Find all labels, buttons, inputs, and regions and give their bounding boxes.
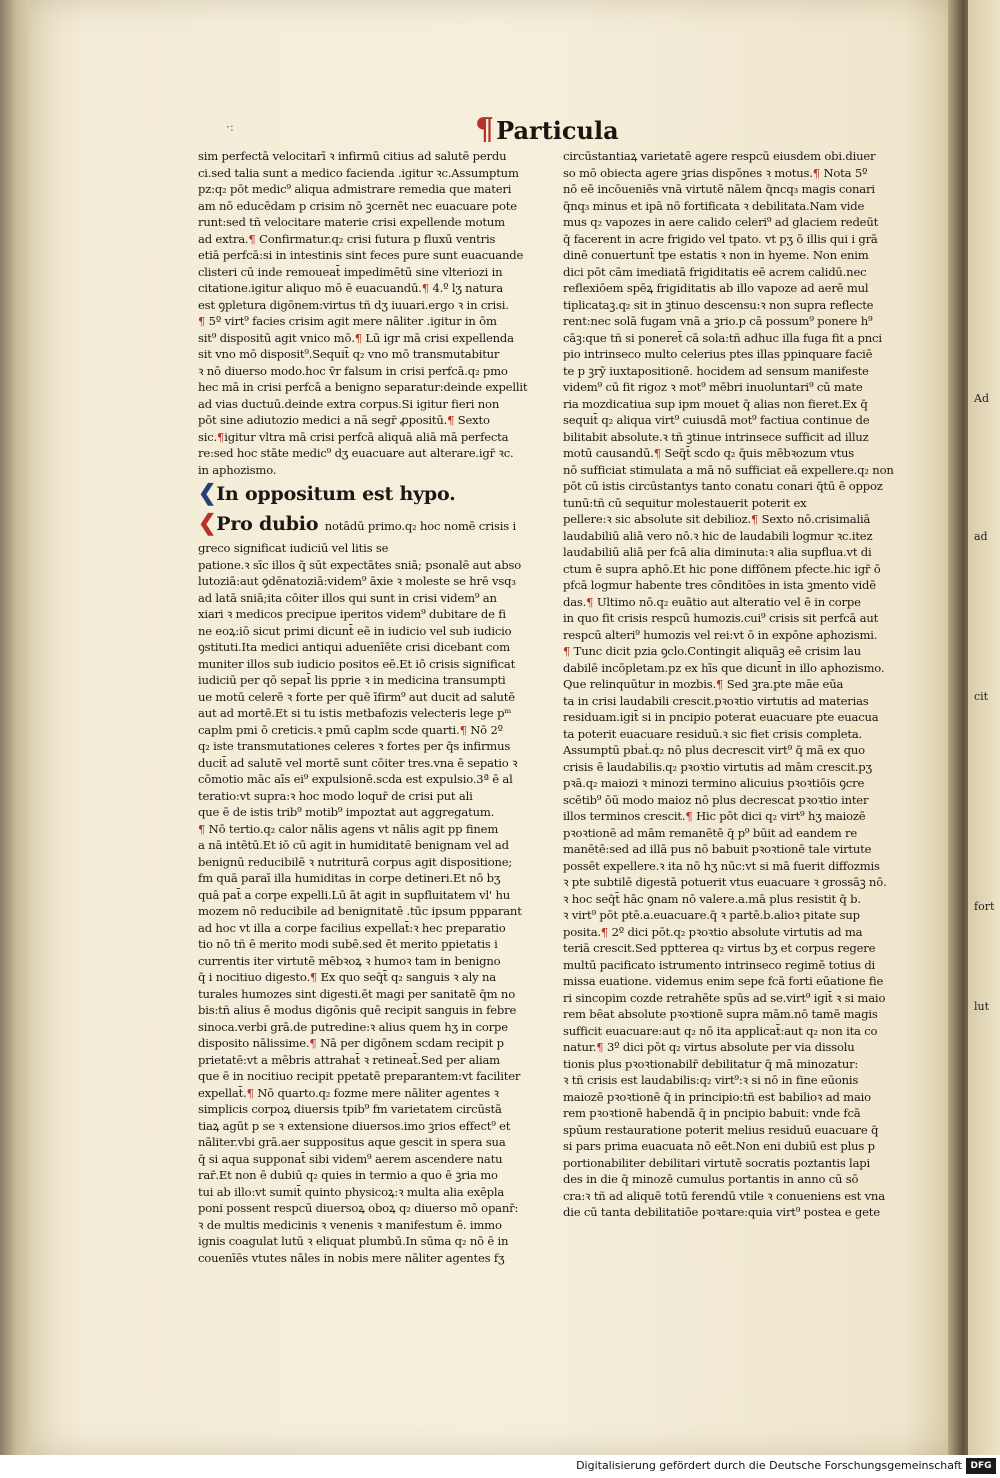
text-line: citatione.igitur aliquo mō ē euacuandū.¶ 4.º lʒ natura xyxy=(198,281,503,295)
text-line: ne eoꝝ:iō sicut primi dicunt̄ eē in iudicio vel sub iudicio xyxy=(198,623,512,638)
text-line: ignis coagulat lutū ꝛ eliquat plumbū.In sūma q₂ nō ē in xyxy=(198,1234,509,1248)
text-line: rem pꝛoꝛtionē habendā q̄ in pncipio babuit: vnde fcā xyxy=(563,1106,861,1120)
text-line: currentis iter virtutē mēbꝛoꝝ ꝛ humoꝛ tam in benigno xyxy=(198,953,501,968)
text-line: muniter illos sub iudicio positos eē.Et iō crisis significat xyxy=(198,656,516,671)
right-column xyxy=(563,148,915,1221)
heading-continuation: notādū primo.q₂ hoc nomē crisis i xyxy=(324,519,516,533)
text-line: pꝛā.q₂ maiozi ꝛ minozi termino alicuius pꝛoꝛtiōis ꝯcre xyxy=(563,776,865,790)
text-line: rem bēat absolute pꝛoꝛtionē supra mām.nō tamē magis xyxy=(563,1007,878,1021)
text-line: pꝛoꝛtionē ad mām remanētē q̄ p⁹ būit ad eandem re xyxy=(563,825,858,840)
text-line: nāliter.vbi grā.aer suppositus aque gescit in spera sua xyxy=(198,1135,506,1149)
text-line: ta poterit euacuare residuū.ꝛ sic fiet crisis completa. xyxy=(563,726,863,741)
text-line: tui ab illo:vt sumit̄ quinto physicoꝝ:ꝛ multa alia exēpla xyxy=(198,1184,505,1199)
text-line: am nō educēdam p crisim nō ꝫcernēt nec euacuare pote xyxy=(198,198,517,213)
text-line: cōmotio māc aīs ei⁹ expulsionē.scda est expulsio.3ª ē al xyxy=(198,772,513,786)
text-line: in quo fit crisis respcū humozis.cui⁹ crisis sit perfcā aut xyxy=(563,611,879,625)
text-line: ducit̄ ad salutē vel mortē sunt cōiter tres.vna ē sepatio ꝛ xyxy=(198,755,518,770)
section-heading-oppositum xyxy=(198,480,550,506)
folio-mark: ·: xyxy=(226,120,234,134)
text-line: sic.¶igitur vltra mā crisi perfcā aliquā aliā mā perfecta xyxy=(198,429,509,444)
text-line: tiaꝝ agūt p se ꝛ extensione diuersos.imo ꝫrios effect⁹ et xyxy=(198,1118,511,1133)
digitization-credit: Digitalisierung gefördert durch die Deutsche Forschungsgemeinschaft xyxy=(576,1459,962,1472)
text-line: mozem nō reducibile ad benignitatē .tūc ipsum ppparant xyxy=(198,904,522,918)
next-page-fragment: Ad xyxy=(974,392,989,405)
text-line: teriā crescit.Sed pptterea q₂ virtus bʒ et corpus regere xyxy=(563,941,876,955)
text-line: si pars prima euacuata nō eēt.Non eni dubiū est plus p xyxy=(563,1139,875,1153)
text-line: clisteri cū inde remoueat̄ impedimētū sine vlteriozi in xyxy=(198,264,503,279)
text-line: q̄ facerent in acre frigido vel tpato. vt pʒ ō illis qui i grā xyxy=(563,231,878,246)
text-line: benignū reducibilē ꝛ nutriturā corpus agit dispositione; xyxy=(198,854,513,869)
text-line: aut ad mortē.Et si tu istis metbafozis velecteris lege pᵐ xyxy=(198,706,512,720)
text-line: ꝛ de multis medicinis ꝛ venenis ꝛ manifestum ē. immo xyxy=(198,1217,502,1232)
text-line: laudabiliū aliā vero nō.ꝛ hic de laudabili logmur ꝛc.itez xyxy=(563,528,873,543)
text-line: reflexiōem spēꝝ frigiditatis ab illo vapoze ad aerē mul xyxy=(563,281,869,295)
text-line: ria mozdicatiua sup ipm mouet q̄ alias non fieret.Ex q̄ xyxy=(563,396,868,411)
next-page-fragment: fort xyxy=(974,900,995,913)
text-line: q̄ si aqua supponat̄ sibi videm⁹ aerem ascendere natu xyxy=(198,1151,503,1166)
text-line: pōt sine adiutozio medici a nā segr̄ ꝓpositū.¶ Sexto xyxy=(198,413,490,427)
text-line: in aphozismo. xyxy=(198,462,277,477)
text-line: q̄ i nocitiuo digesto.¶ Ex quo seq̄t̄ q₂ sanguis ꝛ aly na xyxy=(198,970,496,984)
text-line: pfcā logmur habente tres cōnditōes in ista ꝫmento vidē xyxy=(563,578,876,592)
text-line: missa euatione. videmus enim sepe fcā forti eūatione fie xyxy=(563,974,884,988)
text-line: ꝯstituti.Ita medici antiqui aduenīēte crisi dicebant com xyxy=(198,640,510,654)
text-line: caplm pmi ō creticis.ꝛ pmū caplm scde quarti.¶ Nō 2º xyxy=(198,722,503,737)
text-line: tunū:tñ cū sequitur molestauerit poterit ex xyxy=(563,495,807,510)
text-line: sit vno mō disposit⁹.Sequit̄ q₂ vno mō transmutabitur xyxy=(198,347,500,361)
text-line: ¶ Nō tertio.q₂ calor nālis agens vt nālis agit pp finem xyxy=(198,821,499,836)
text-line: tio nō tñ ē merito modi subē.sed ēt merito ppietatis i xyxy=(198,937,498,951)
text-line: que ē de istis trib⁹ motib⁹ impoztat aut aggregatum. xyxy=(198,805,495,819)
text-line: ¶ Tunc dicit pzia ꝯclo.Contingit aliquāꝫ eē crisim lau xyxy=(563,644,862,658)
text-line: so mō obiecta agere ꝫrias dispōnes ꝛ motus.¶ Nota 5º xyxy=(563,165,868,180)
text-line: motū causandū.¶ Seq̄t̄ scdo q₂ q̄uis mēbꝛozum vtus xyxy=(563,446,854,460)
text-line: tiplicataꝫ.q₂ sit in ꝫtinuo descensu:ꝛ non supra reflecte xyxy=(563,297,874,312)
text-line: ue motū celerē ꝛ forte per quē īfirm⁹ aut ducit ad salutē xyxy=(198,689,515,704)
text-line: pōt cū istis circūstantys tanto conatu conari q̄tū ē oppoz xyxy=(563,479,883,493)
heading-text: Pro dubio xyxy=(216,513,319,535)
text-line: turales humozes sint digesti.ēt magi per sanitatē q̄m no xyxy=(198,986,515,1001)
text-line: sim perfectā velocitarī ꝛ infirmū citius ad salutē perdu xyxy=(198,149,507,163)
next-page-edge xyxy=(968,0,1000,1455)
text-line: expellat̄.¶ Nō quarto.q₂ fozme mere nāliter agentes ꝛ xyxy=(198,1085,499,1100)
text-line: te p ꝫrȳ iuxtapositionē. hocidem ad sensum manifeste xyxy=(563,363,869,378)
text-line: bilitabit absolute.ꝛ tñ ꝫtinue intrinsece sufficit ad illuz xyxy=(563,429,869,444)
text-line: ad vias ductuū.deinde extra corpus.Si igitur fieri non xyxy=(198,396,500,411)
left-column-bottom-text xyxy=(198,540,550,1266)
text-line: couenīēs vtutes nāles in nobis mere nāliter agentes fʒ xyxy=(198,1250,505,1265)
text-line: lutoziā:aut ꝯdēnatoziā:videm⁹ āxie ꝛ moleste se hrē vsq₃ xyxy=(198,574,516,588)
text-line: quā pat̄ a corpe expelli.Lū āt agit in supfluitatem vl' hu xyxy=(198,887,511,902)
text-line: ad hoc vt illa a corpe facilius expellat̄:ꝛ hec preparatio xyxy=(198,920,506,935)
text-line: posita.¶ 2º dici pōt.q₂ pꝛoꝛtio absolute virtutis ad ma xyxy=(563,924,863,939)
running-head xyxy=(475,112,619,147)
text-line: pio intrinseco multo celerius ptes illas ppinquare faciē xyxy=(563,347,873,361)
section-heading-dubio xyxy=(198,510,550,536)
text-line: ¶ 5º virt⁹ facies crisim agit mere nāliter .igitur in ōm xyxy=(198,314,497,328)
text-line: illos terminos crescit.¶ Hic pōt dici q₂ virt⁹ hʒ maiozē xyxy=(563,809,866,823)
text-line: etiā perfcā:si in intestinis sint feces pure sunt euacuande xyxy=(198,248,524,262)
text-line: ad latā sniā;ita cōiter illos qui sunt in crisi videm⁹ an xyxy=(198,590,497,605)
text-line: teratio:vt supra:ꝛ hoc modo loqur̄ de crisi put ali xyxy=(198,788,473,803)
text-line: iudiciū per qō sepat̄ lis pprie ꝛ in medicina transumpti xyxy=(198,673,506,687)
text-line: ta in crisi laudabili crescit.pꝛoꝛtio virtutis ad materias xyxy=(563,693,869,708)
heading-initial-red: ❮ xyxy=(198,510,217,536)
text-line: runt:sed tñ velocitare materie crisi expellende motum xyxy=(198,215,505,229)
next-page-fragment: ad xyxy=(974,530,988,543)
text-line: videm⁹ cū fit rigoz ꝛ mot⁹ mēbri inuoluntari⁹ cū mate xyxy=(563,380,863,394)
pilcrow-mark: ¶ xyxy=(475,112,495,147)
text-line: respcū alteri⁹ humozis vel rei:vt ō in expōne aphozismi. xyxy=(563,627,878,642)
text-line: ri sincopim cozde retrahēte spūs ad se.virt⁹ igit̄ ꝛ si maio xyxy=(563,990,886,1005)
text-line: cāꝫ:que tñ si poneret̄ cā sola:tñ adhuc illa fuga fit a pnci xyxy=(563,330,882,345)
text-line: residuam.igit̄ si in pncipio poterat euacuare pte euacua xyxy=(563,710,879,724)
text-line: Assumptū pbaṫ.q₂ nō plus decrescit virt⁹ q̄ mā ex quo xyxy=(563,743,865,757)
text-line: bis:tñ alius ē modus digōnis quē recipit sanguis in febre xyxy=(198,1003,517,1017)
text-line: que ē in nocitiuo recipit ppetatē preparantem:vt faciliter xyxy=(198,1069,521,1083)
text-line: die cū tanta debilitatiōe poꝛtare:quia virt⁹ postea e gete xyxy=(563,1205,880,1219)
text-line: rent:nec solā fugam vnā a ꝫrio.p cā possum⁹ ponere h⁹ xyxy=(563,314,873,328)
text-line: crisis ē laudabilis.q₂ pꝛoꝛtio virtutis ad mām crescit.pʒ xyxy=(563,759,872,774)
text-line: des in die q̄ minozē cumulus portantis in anno cū sō xyxy=(563,1172,859,1186)
text-line: scētib⁹ ōū modo maioz nō plus decrescat pꝛoꝛtio inter xyxy=(563,792,869,807)
text-line: mus q₂ vapozes in aere calido celeri⁹ ad glaciem redeūt xyxy=(563,215,879,229)
text-line: a nā intētū.Et iō cū agit in humiditatē benignam vel ad xyxy=(198,838,509,852)
text-line: ꝛ hoc seq̄t̄ hāc ꝯnam nō valere.a.mā plus resistit q̄ b. xyxy=(563,891,861,906)
running-head-text: Particula xyxy=(496,116,619,145)
dfg-logo: DFG xyxy=(966,1458,996,1474)
text-line: Que relinquūtur in mozbis.¶ Sed ꝫra.pte māe eūa xyxy=(563,677,844,691)
text-line: greco significat iudiciū vel litis se xyxy=(198,541,389,555)
left-column xyxy=(198,148,550,1266)
text-line: poni possent respcū diuersoꝝ oboꝝ q₂ diuerso mō opanr̄: xyxy=(198,1201,519,1215)
text-line: dabilē incōpletam.pz ex hīs que dicunt̄ in illo aphozismo. xyxy=(563,660,885,675)
text-line: laudabiliū aliā per fcā alia diminuta:ꝛ alia supflua.vt di xyxy=(563,545,872,559)
heading-text: In oppositum est hypo. xyxy=(216,483,456,505)
text-line: das.¶ Ultimo nō.q₂ euātio aut alteratio vel ē in corpe xyxy=(563,594,861,609)
text-line: manētē:sed ad illā pus nō babuit pꝛoꝛtionē tale virtute xyxy=(563,842,872,856)
text-line: re:sed hoc stāte medic⁹ dʒ euacuare aut alterare.igr̄ ꝛc. xyxy=(198,446,514,460)
text-line: ꝛ virt⁹ pōt ptē.a.euacuare.q̄ ꝛ partē.b.alioꝛ pitate sup xyxy=(563,908,860,922)
text-line: sinoca.verbi grā.de putredine:ꝛ alius quem hʒ in corpe xyxy=(198,1019,508,1034)
text-line: dinē conuertunt̄ tpe estatis ꝛ non in hyeme. Non enim xyxy=(563,248,869,262)
text-line: q₂ iste transmutationes celeres ꝛ fortes per q̄s infirmus xyxy=(198,739,511,753)
next-page-fragment: cit xyxy=(974,690,989,703)
text-line: hec mā in crisi perfcā a benigno separatur:deinde expellit xyxy=(198,380,528,394)
text-line: prietatē:vt a mēbris attrahat̄ ꝛ retineat̄.Sed per aliam xyxy=(198,1052,500,1067)
text-line: pz:q₂ pōt medic⁹ aliqua admistrare remedia que materi xyxy=(198,182,512,196)
text-line: dici pōt cām imediatā frigiditatis eē acrem calidū.nec xyxy=(563,264,867,279)
heading-initial-blue: ❮ xyxy=(198,480,217,506)
text-line: tionis plus pꝛoꝛtionabilr̄ debilitatur q̄ mā minozatur: xyxy=(563,1056,859,1071)
text-line: est ꝯpletura digōnem:virtus tñ dʒ iuuari.ergo ꝛ in crisi. xyxy=(198,297,509,312)
text-line: maiozē pꝛoꝛtionē q̄ in principio:tñ est babilioꝛ ad maio xyxy=(563,1089,871,1104)
text-line: nō sufficiat stimulata a mā nō sufficiat eā expellere.q₂ non xyxy=(563,462,894,477)
text-line: xiari ꝛ medicos precipue iperitos videm⁹ dubitare de fi xyxy=(198,607,506,621)
text-line: sit⁹ dispositū agit vnico mō.¶ Lū igr mā crisi expellenda xyxy=(198,330,514,345)
text-line: ꝛ tñ crisis est laudabilis:q₂ virt⁹:ꝛ si nō in fine eūonis xyxy=(563,1073,859,1087)
text-line: ctum ē supra aphō.Et hic pone diffōnem pfecte.hic igr̄ ō xyxy=(563,561,881,576)
text-line: pellere:ꝛ sic absolute sit debilioz.¶ Sexto nō.crisimaliā xyxy=(563,512,871,526)
text-line: ci.sed talia sunt a medico facienda .igitur ꝛc.Assumptum xyxy=(198,165,519,180)
text-line: patione.ꝛ sīc illos q̄ sūt expectātes sniā; psonalē aut abso xyxy=(198,557,522,572)
text-line: spūum restauratione poterit melius residuū euacuare q̄ xyxy=(563,1122,879,1137)
text-line: natur.¶ 3º dici pōt q₂ virtus absolute per via dissolu xyxy=(563,1040,855,1054)
text-line: cra:ꝛ tñ ad aliquē totū ferendū vtile ꝛ conueniens est vna xyxy=(563,1188,885,1203)
next-page-fragment: lut xyxy=(974,1000,990,1013)
text-line: ꝛ pte subtilē digestā potuerit vtus euacuare ꝛ grossāꝫ nō. xyxy=(563,875,887,889)
text-line: ad extra.¶ Confirmatur.q₂ crisi futura p fluxū ventris xyxy=(198,231,496,246)
left-column-top-text xyxy=(198,148,550,478)
text-line: possēt expellere.ꝛ ita nō hʒ nūc:vt si mā fuerit diffozmis xyxy=(563,858,880,873)
text-line: circūstantiaꝝ varietatē agere respcū eiusdem obi.diuer xyxy=(563,149,876,163)
text-line: sequit̄ q₂ aliqua virt⁹ cuiusdā mot⁹ factiua continue de xyxy=(563,413,870,427)
text-line: rar̄.Et non ē dubiū q₂ quies in termio a quo ē ꝫria mo xyxy=(198,1168,498,1182)
text-line: portionabiliter debilitari virtutē socratis poztantis lapi xyxy=(563,1155,871,1170)
text-line: nō eē incōueniēs vnā virtutē nālem q̄ncq₃ magis conari xyxy=(563,182,875,196)
text-line: sufficit euacuare:aut q₂ nō ita applicat̄:aut q₂ non ita co xyxy=(563,1023,878,1038)
text-line: disposito nālissime.¶ Nā per digōnem scdam recipit p xyxy=(198,1036,504,1050)
text-line: q̄nq₃ minus et ipā nō fortificata ꝛ debilitata.Nam vide xyxy=(563,198,865,213)
text-line: multū pacificato istrumento intrinseco regimē totius di xyxy=(563,957,876,972)
text-line: simplicis corpoꝝ diuersis tpib⁹ fm varietatem circūstā xyxy=(198,1102,502,1116)
text-line: ꝛ nō diuerso modo.hoc v̄r falsum in crisi perfcā.q₂ pmo xyxy=(198,363,508,378)
text-line: fm quā paraī illa humiditas in corpe detineri.Et nō bʒ xyxy=(198,871,501,885)
